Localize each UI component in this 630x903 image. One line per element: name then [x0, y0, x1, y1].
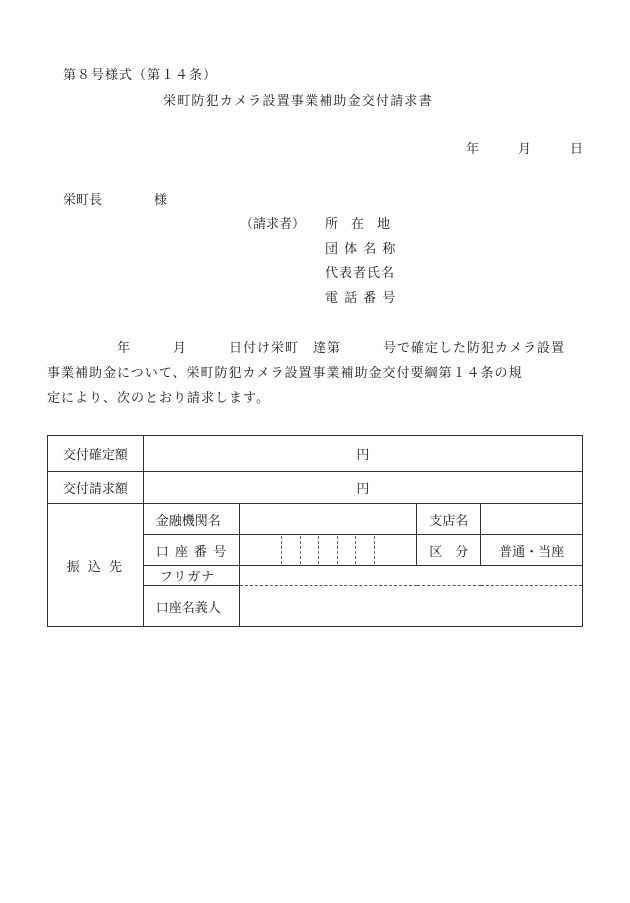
requester-organization-label: 団 体 名 称	[325, 242, 397, 257]
body-line-1: 年 月 日付け栄町 達第 号で確定した防犯カメラ設置	[47, 341, 566, 356]
requester-phone-label: 電 話 番 号	[325, 291, 397, 306]
bank-name-label: 金融機関名	[143, 504, 239, 535]
branch-name-field[interactable]	[481, 504, 583, 535]
branch-name-label: 支店名	[417, 504, 481, 535]
requester-address-label: 所 在 地	[325, 217, 391, 232]
account-digit-box[interactable]	[264, 536, 283, 564]
body-line-2: 事業補助金について、栄町防犯カメラ設置事業補助金交付要綱第１４条の規	[47, 366, 523, 381]
form-number: 第８号様式（第１４条）	[63, 68, 218, 83]
bank-name-field[interactable]	[239, 504, 417, 535]
transfer-destination-label: 振 込 先	[48, 504, 144, 627]
yen-unit: 円	[356, 448, 370, 463]
furigana-field[interactable]	[239, 566, 582, 586]
account-digit-box[interactable]	[301, 536, 320, 564]
requested-amount-field[interactable]	[143, 472, 582, 504]
requester-label: （請求者）	[240, 217, 306, 232]
table-row-confirmed-amount	[48, 436, 583, 472]
furigana-label: フリガナ	[143, 566, 239, 586]
account-digit-box[interactable]	[319, 536, 338, 564]
payment-table	[47, 435, 583, 627]
document-title: 栄町防犯カメラ設置事業補助金交付請求書	[163, 94, 433, 109]
account-digit-box[interactable]	[356, 536, 375, 564]
account-number-field[interactable]	[239, 535, 417, 566]
addressee: 栄町長 様	[63, 193, 168, 208]
requester-representative-label: 代表者氏名	[325, 266, 396, 281]
confirmed-amount-field[interactable]	[143, 436, 582, 472]
account-type-value[interactable]: 普通・当座	[481, 535, 583, 566]
confirmed-amount-label: 交付確定額	[48, 436, 144, 472]
account-digit-box[interactable]	[338, 536, 357, 564]
date-line: 年 月 日	[466, 142, 584, 157]
account-digit-box[interactable]	[282, 536, 301, 564]
table-row-bank	[48, 504, 583, 535]
account-holder-label: 口座名義人	[143, 586, 239, 627]
account-number-label: 口 座 番 号	[143, 535, 239, 566]
yen-unit: 円	[356, 482, 370, 497]
body-line-3: 定により、次のとおり請求します。	[47, 391, 270, 406]
requested-amount-label: 交付請求額	[48, 472, 144, 504]
account-digit-box[interactable]	[375, 536, 393, 564]
table-row-requested-amount	[48, 472, 583, 504]
account-type-label: 区 分	[417, 535, 481, 566]
account-holder-field[interactable]	[239, 586, 582, 627]
